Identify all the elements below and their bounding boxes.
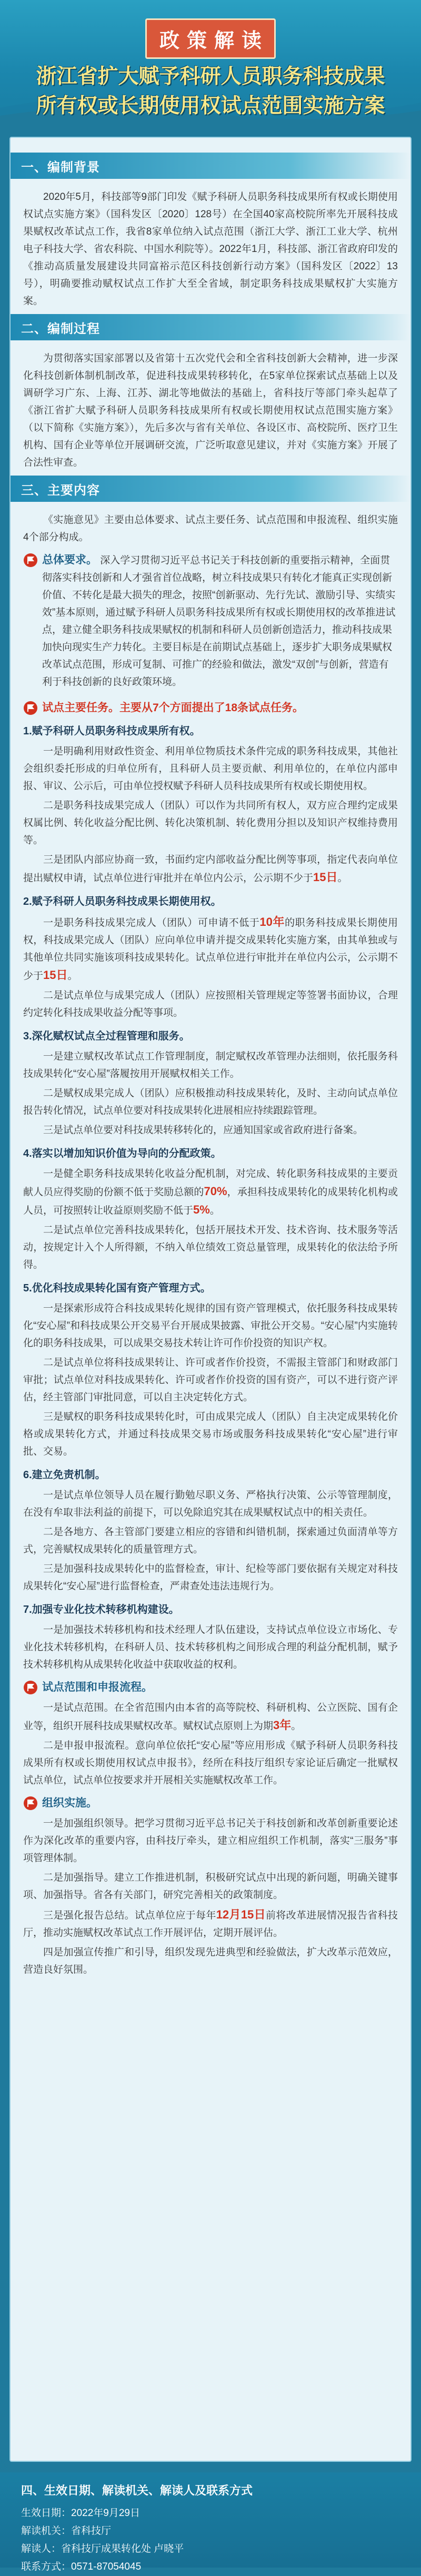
section-title: 三、主要内容 — [21, 483, 100, 498]
effective-date: 生效日期：2022年9月29日 — [21, 2508, 140, 2519]
list-item: 一是健全职务科技成果转化收益分配机制，对完成、转化职务科技成果的主要贡献人员应得奖励的份额不低于奖励总额的70%，承担科技成果转化的成果转化机构或人员，可按照转让收益原则奖励不低于5%。 — [23, 1168, 398, 1216]
group-4-title: 4.落实以增加知识价值为导向的分配政策。 — [23, 1148, 222, 1159]
org-label: 组织实施。 — [42, 1797, 97, 1809]
footer-title: 四、生效日期、解读机关、解读人及联系方式 — [21, 2484, 253, 2497]
group-7-title: 7.加强专业化技术转移机构建设。 — [23, 1604, 179, 1615]
section-title: 二、编制过程 — [21, 321, 100, 336]
highlight-date: 12月15日 — [216, 1908, 266, 1921]
interpreting-organ: 解读机关：省科技厅 — [21, 2526, 112, 2537]
interpreter: 解读人：省科技厅成果转化处 卢晓平 — [21, 2543, 184, 2554]
section-header-background — [11, 153, 410, 179]
list-item: 一是加强组织领导。把学习贯彻习近平总书记关于科技创新和改革创新重要论述作为深化改革的重要内容，由科技厅牵头，建立相应组织工作机制，落实“三服务”事项管理体制。 — [23, 1818, 398, 1864]
content-intro: 《实施意见》主要由总体要求、试点主要任务、试点范围和申报流程、组织实施4个部分构成。 — [23, 514, 398, 543]
overall-paragraph — [42, 551, 398, 691]
list-item: 二是赋权成果完成人（团队）应积极推动科技成果转化，及时、主动向试点单位报告转化情况，试点单位要对科技成果转化进展相应持续跟踪管理。 — [23, 1088, 398, 1116]
background-paragraph: 2020年5月，科技部等9部门印发《赋予科研人员职务科技成果所有权或长期使用权试点实施方案》（国科发区〔2020〕128号）在全国40家高校院所率先开展科技成果赋权改革试点工作，我省8家单位纳入试点范围（浙江大学、浙江工业大学、杭州电子科技大学、省农科院、中国水利院等）。2022年1月，科技部、浙江省政府印发的《推动高质量发展建设共同富裕示范区科技创新行动方案》（国科发区〔2022〕13号），明确要推动赋权试点工作扩大至全省域，制定职务科技成果赋权扩大实施方案。 — [23, 191, 398, 307]
process-paragraph: 为贯彻落实国家部署以及省第十五次党代会和全省科技创新大会精神，进一步深化科技创新体制机制改革，促进科技成果转移转化，在5家单位探索试点基础上以及调研学习广东、上海、江苏、湖北等地做法的基础上，省科技厅等部门牵头起草了《浙江省扩大赋予科研人员职务科技成果所有权或长期使用权试点范围实施方案》（以下简称《实施方案》），先后多次与省有关单位、各设区市、高校院所、医疗卫生机构、国有企业等单位开展调研交流，广泛听取意见建议，并对《实施方案》开展了合法性审查。 — [23, 353, 398, 468]
org-row — [23, 1794, 398, 1812]
title-line-1: 浙江省扩大赋予科研人员职务科技成果 — [36, 65, 385, 88]
list-item: 二是各地方、各主管部门要建立相应的容错和纠错机制，探索通过负面清单等方式，完善赋权成果转化的质量管理方式。 — [23, 1527, 398, 1555]
group-2-title: 2.赋予科研人员职务科技成果长期使用权。 — [23, 896, 222, 907]
group-5-title: 5.优化科技成果转化国有资产管理方式。 — [23, 1282, 211, 1294]
overall-label: 总体要求。 — [42, 554, 97, 566]
list-item: 三是赋权的职务科技成果转化时，可由成果完成人（团队）自主决定成果转化价格或成果转化方式，并通过科技成果交易市场或服务科技成果转化“安心屋”进行审批、交易。 — [23, 1411, 398, 1457]
tasks-row — [23, 699, 398, 716]
footer-info — [0, 2472, 421, 2572]
policy-tag: 政策解读 — [145, 18, 276, 59]
item-text: 一是试点范围。在全省范围内由本省的高等院校、科研机构、公立医院、国有企业等，组织开展科技成果赋权改革。赋权试点原则上为期 — [23, 1702, 398, 1732]
flag-icon — [23, 553, 38, 568]
item-text: 三是团队内部应协商一致，书面约定内部收益分配比例等事项，指定代表向单位提出赋权申请，试点单位进行审批并在单位内公示，公示期不少于 — [23, 854, 398, 884]
item-text: 三是强化报告总结。试点单位应于每年 — [43, 1910, 216, 1921]
highlight-years: 3年 — [273, 1719, 292, 1732]
overall-row — [23, 551, 398, 694]
highlight-years: 10年 — [259, 915, 285, 928]
list-item: 二是试点单位完善科技成果转化，包括开展技术开发、技术咨询、技术服务等活动，按规定计入个人所得额，不纳入单位绩效工资总量管理，成果转化的依法给予所得。 — [23, 1225, 398, 1270]
group-6-title: 6.建立免责机制。 — [23, 1469, 106, 1481]
list-item: 三是加强科技成果转化中的监督检查，审计、纪检等部门要依据有关规定对科技成果转化“安心屋”进行监督检查，严肃查处违法违规行为。 — [23, 1563, 398, 1592]
list-item: 一是探索形成符合科技成果转化规律的国有资产管理模式，依托服务科技成果转化“安心屋”和科技成果公开交易平台开展成果披露、审批公开交易。“安心屋”内实施转化的职务科技成果，可以成果交易技术转让许可作价投资的知识产权。 — [23, 1303, 398, 1349]
page-title — [0, 62, 421, 121]
list-item: 三是试点单位要对科技成果转移转化的，应通知国家或省政府进行备案。 — [43, 1125, 364, 1136]
content-panel — [9, 137, 412, 2462]
item-text: 一是健全职务科技成果转化收益分配机制，对完成、转化职务科技成果的主要贡献人员应得奖励的份额不低于奖励总额的 — [23, 1168, 398, 1198]
overall-text: 深入学习贯彻习近平总书记关于科技创新的重要指示精神，全面贯彻落实科技创新和人才强省首位战略，树立科技成果只有转化才能真正实现创新价值、不转化是最大损失的理念，按照“创新驱动、先行先试、激励引导、实绩实效”基本原则，通过赋予科研人员职务科技成果所有权或长期使用权的改革推进试点，建立健全职务科技成果赋权的机制和科研人员创新创造活力，推动科技成果加快向现实生产力转化。主要目标是在前期试点基础上，逐步扩大职务成果赋权改革试点范围，形成可复制、可推广的经验和做法，激发“双创”与创新，营造有利于科技创新的良好政策环境。 — [42, 555, 396, 688]
scope-row — [23, 1679, 398, 1696]
highlight-percent: 5% — [193, 1203, 210, 1216]
list-item: 一是明确利用财政性资金、利用单位物质技术条件完成的职务科技成果，其他社会组织委托形成的归单位所有，且科研人员主要贡献、利用单位的，在单位内部申报、审议、公示后，可由单位授权赋予科研人员科技成果所有权或长期使用权。 — [23, 746, 398, 792]
flag-icon — [23, 1796, 38, 1811]
highlight-percent: 70% — [204, 1185, 227, 1198]
item-text: 一是职务科技成果完成人（团队）可申请不低于 — [43, 917, 260, 928]
group-3-title: 3.深化赋权试点全过程管理和服务。 — [23, 1031, 190, 1042]
list-item — [23, 1906, 398, 1942]
title-line-2: 所有权或长期使用权试点范围实施方案 — [36, 95, 385, 117]
list-item: 一是试点范围。在全省范围内由本省的高等院校、科研机构、公立医院、国有企业等，组织开展科技成果赋权改革。赋权试点原则上为期3年。 — [23, 1702, 398, 1732]
highlight-days: 15日 — [313, 871, 338, 884]
list-item: 一是职务科技成果完成人（团队）可申请不低于10年的职务科技成果长期使用权，科技成果完成人（团队）应向单位申请并提交成果转化实施方案，由其单独或与其他单位共同实施该项科技成果转化。试点单位进行审批并在单位内公示，公示期不少于15日。 — [23, 915, 398, 982]
list-item: 二是试点单位与成果完成人（团队）应按照相关管理规定等签署书面协议，合理约定转化科技成果收益分配等事项。 — [23, 990, 398, 1018]
contact-phone: 联系方式：0571-87054045 — [21, 2561, 142, 2572]
list-item: 二是申报申报流程。意向单位依托“安心屋”等应用形成《赋予科研人员职务科技成果所有权或长期使用权试点申报书》，经所在科技厅组织专家论证后确定一批赋权试点单位，试点单位按要求并开展相关实施赋权改革工作。 — [23, 1740, 398, 1786]
section-header-process — [11, 314, 410, 340]
list-item: 一是加强技术转移机构和技术经理人才队伍建设，支持试点单位设立市场化、专业化技术转移机构，在科研人员、技术转移机构之间形成合理的利益分配机制，赋予技术转移机构从成果转化收益中获取收益的权利。 — [23, 1624, 398, 1670]
section-header-content — [11, 476, 410, 502]
item-text: 的职务科技成果长期使用权，科技成果完成人（团队）应向单位申请并提交成果转化实施方案，由其单独或与其他单位共同实施该项科技成果转化。试点单位进行审批并在单位内公示，公示期不少于 — [23, 917, 398, 982]
flag-icon — [23, 1680, 38, 1695]
item-text: 前将改革进展情况报告省科技厅，推动实施赋权改革试点工作开展评估，定期开展评估。 — [23, 1910, 398, 1938]
tag-row — [0, 18, 421, 59]
item-text: ，承担科技成果转化的成果转化机构或人员，可按照转让收益原则奖励不低于 — [23, 1187, 398, 1216]
list-item: 三是团队内部应协商一致，书面约定内部收益分配比例等事项，指定代表向单位提出赋权申请，试点单位进行审批并在单位内公示，公示期不少于15日。 — [23, 854, 398, 884]
highlight-days: 15日 — [43, 968, 68, 982]
scope-label: 试点范围和申报流程。 — [42, 1681, 153, 1693]
list-item: 二是试点单位将科技成果转让、许可或者作价投资，不需报主管部门和财政部门审批；试点单位对科技成果转化、许可或者作价投资的国有资产，可以不进行资产评估，经主管部门审批同意，可以自主决定转化方式。 — [23, 1357, 398, 1403]
tasks-label: 试点主要任务。主要从7个方面提出了18条试点任务。 — [42, 702, 304, 714]
flag-icon — [23, 701, 38, 715]
list-item: 二是加强指导。建立工作推进机制，积极研究试点中出现的新问题，明确关键事项、加强指导。省各有关部门，研究完善相关的政策制度。 — [23, 1872, 398, 1901]
list-item: 一是建立赋权改革试点工作管理制度，制定赋权改革管理办法细则，依托服务科技成果转化“安心屋”落履按用开展赋权相关工作。 — [23, 1051, 398, 1079]
header-banner — [0, 0, 421, 124]
list-item: 四是加强宣传推广和引导，组织发现先进典型和经验做法，扩大改革示范效应，营造良好氛围。 — [23, 1947, 398, 1975]
list-item: 二是职务科技成果完成人（团队）可以作为共同所有权人，双方应合理约定成果权属比例、转化收益分配比例、转化决策机制、转化费用分担以及知识产权维持费用等。 — [23, 800, 398, 846]
list-item: 一是试点单位领导人员在履行勤勉尽职义务、严格执行决策、公示等管理制度，在没有牟取非法利益的前提下，可以免除追究其在成果赋权试点中的相关责任。 — [23, 1490, 398, 1518]
section-title: 一、编制背景 — [21, 160, 100, 175]
group-1-title: 1.赋予科研人员职务科技成果所有权。 — [23, 725, 201, 737]
